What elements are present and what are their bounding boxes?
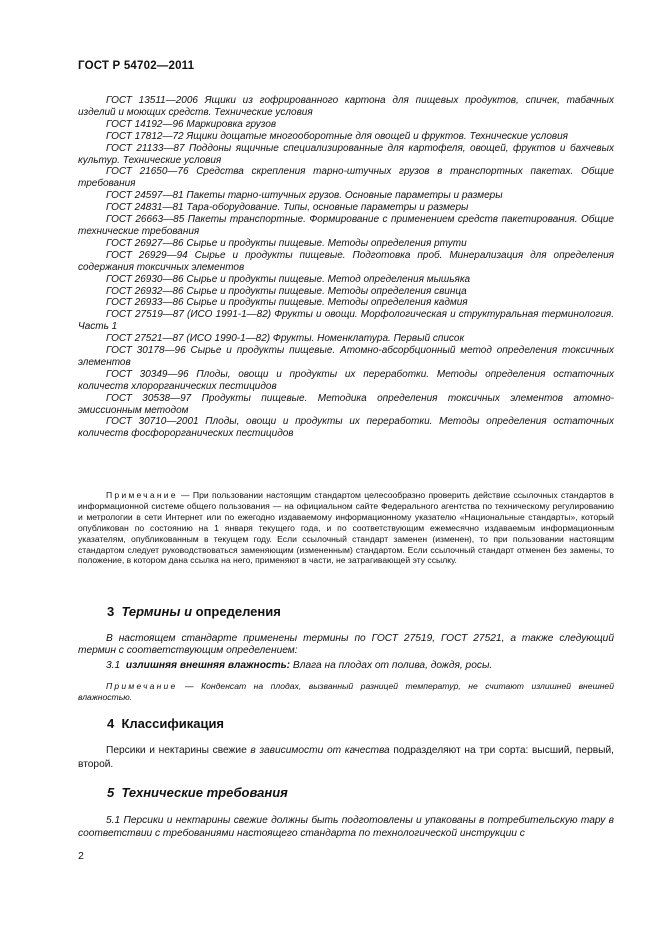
section-3-heading [107, 604, 281, 619]
note-term [78, 681, 614, 703]
reference-item: ГОСТ 21133—87 Поддоны ящичные специализированные для картофеля, овощей, фруктов и бахчевых культур. Технические условия [78, 142, 614, 166]
term-number: 3.1 [106, 659, 121, 671]
term-name: излишняя внешняя влажность: [125, 659, 291, 671]
reference-item: ГОСТ 26933—86 Сырье и продукты пищевые. Методы определения кадмия [106, 297, 468, 309]
section-3-title-c: определения [195, 604, 281, 619]
term-definition [78, 660, 614, 672]
reference-item: ГОСТ 30349—96 Плоды, овощи и продукты их переработки. Методы определения остаточных количеств хлорорганических пестицидов [78, 368, 614, 392]
note-references [78, 490, 614, 566]
reference-item: ГОСТ 13511—2006 Ящики из гофрированного картона для пищевых продуктов, спичек, табачных изделий и моющих средств. Технические условия [78, 95, 614, 118]
reference-item: ГОСТ 26932—86 Сырье и продукты пищевые. Методы определения свинца [106, 285, 467, 297]
reference-item: ГОСТ 30178—96 Сырье и продукты пищевые. Атомно-абсорбционный метод определения токсичных элементов [78, 345, 614, 368]
section-4-text-a: Персики и нектарины свежие [106, 745, 251, 756]
section-4-body [78, 744, 614, 772]
reference-item: ГОСТ 30538—97 Продукты пищевые. Методика определения токсичных элементов атомно-эмиссионным методом [78, 392, 614, 416]
note-text: — При пользовании настоящим стандартом целесообразно проверить действие ссылочных стандартов в информационной системе общего пользования — на официальном сайте Федерального агентства по техническому регулированию и метрологии в сети Интернет или по ежегодно издаваемому информационному указателю «Национальные стандарты», который опубликован по состоянию на 1 января текущего года, и по соответствующим ежемесячно издаваемым информационным указателям, опубликованным в текущем году. Если ссылочный стандарт заменен (изменен), то при пользовании настоящим стандартом следует руководствоваться заменяющим (измененным) стандартом. Если ссылочный стандарт отменен без замены, то положение, в котором дана ссылка на него, применяют в части, не затрагивающей эту ссылку. [78, 490, 614, 566]
note-term-text: — Конденсат на плодах, вызванный разницей температур, не считают излишней внешней влажностью. [78, 681, 614, 702]
section-4-heading [107, 716, 224, 731]
reference-item: ГОСТ 14192—96 Маркировка грузов [106, 118, 277, 130]
note-label: Примечание [106, 490, 178, 500]
term-definition-text: Влага на плодах от полива, дождя, росы. [292, 659, 493, 671]
section-3-title-b: и [184, 604, 193, 619]
note-term-label: Примечание [106, 681, 178, 691]
section-4-number: 4 [107, 716, 115, 731]
reference-item: ГОСТ 26663—85 Пакеты транспортные. Формирование с применением средств пакетирования. Общие технические требования [78, 214, 614, 237]
section-4-title: Классификация [121, 716, 225, 731]
reference-item: ГОСТ 24831—81 Тара-оборудование. Типы, основные параметры и размеры [106, 202, 469, 214]
section-5-title: Технические требования [121, 785, 288, 800]
section-5-heading [107, 785, 288, 800]
reference-item: ГОСТ 17812—72 Ящики дощатые многооборотные для овощей и фруктов. Технические условия [106, 130, 568, 142]
section-4-text-b: в зависимости от качества [250, 745, 390, 756]
section-3-number: 3 [107, 604, 115, 619]
reference-item: ГОСТ 24597—81 Пакеты тарно-штучных грузов. Основные параметры и размеры [106, 190, 503, 202]
reference-item: ГОСТ 26930—86 Сырье и продукты пищевые. Метод определения мышьяка [106, 273, 471, 285]
section-5-body: 5.1 Персики и нектарины свежие должны быть подготовлены и упакованы в потребительскую тару в соответствии с требованиями настоящего стандарта по технологической инструкции с [78, 815, 614, 839]
normative-references-list [78, 95, 614, 440]
reference-item: ГОСТ 30710—2001 Плоды, овощи и продукты их переработки. Методы определения остаточных количеств фосфорорганических пестицидов [78, 416, 614, 440]
document-header: ГОСТ Р 54702—2011 [78, 60, 195, 72]
section-3-body [78, 633, 614, 672]
reference-item: ГОСТ 26929—94 Сырье и продукты пищевые. Подготовка проб. Минерализация для определения содержания токсичных элементов [78, 249, 614, 273]
reference-item: ГОСТ 26927—86 Сырье и продукты пищевые. Методы определения ртути [106, 237, 467, 249]
reference-item: ГОСТ 27521—87 (ИСО 1990-1—82) Фрукты. Номенклатура. Первый список [106, 333, 465, 345]
reference-item: ГОСТ 27519—87 (ИСО 1991-1—82) Фрукты и овощи. Морфологическая и структуральная терминология. Часть 1 [78, 309, 614, 333]
reference-item: ГОСТ 21650—76 Средства скрепления тарно-штучных грузов в транспортных пакетах. Общие требования [78, 166, 614, 190]
section-5-number: 5 [107, 785, 115, 800]
section-3-title-a: Термины [121, 604, 181, 619]
page-number: 2 [78, 850, 84, 862]
section-3-intro: В настоящем стандарте применены термины по ГОСТ 27519, ГОСТ 27521, а также следующий термин с соответствующим определением: [78, 633, 614, 657]
section-4-text-c: подразделяют на три сорта: высший, первый, второй. [78, 745, 614, 771]
